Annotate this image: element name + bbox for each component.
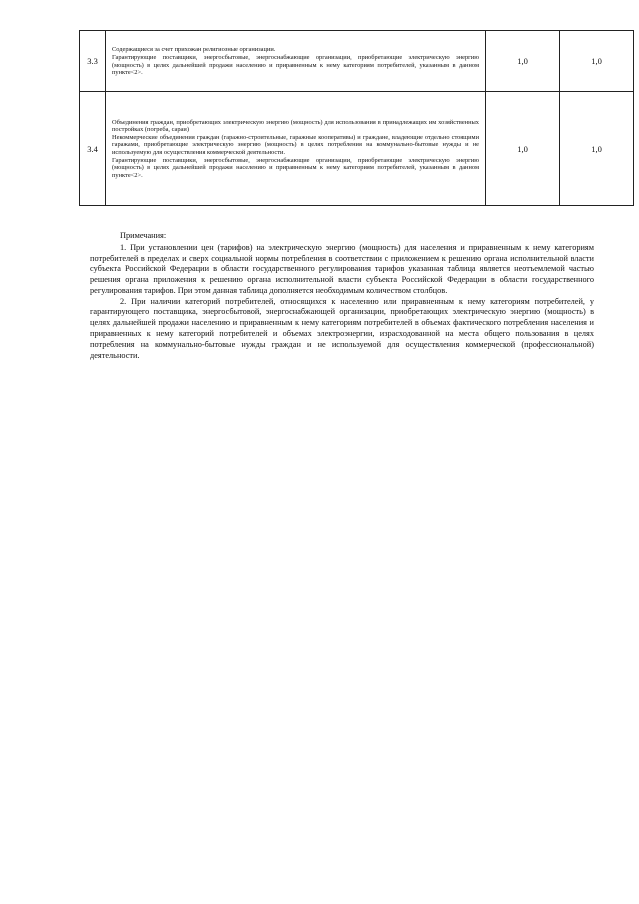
row-paragraph: Гарантирующие поставщики, энергосбытовые, энергоснабжающие организации, приобретающие электрическую энергию (мощность) в целях дальнейшей продажи населению и приравненным к нему категориям потребителей, указанным в данном пункте<2>. [112, 156, 479, 179]
row-number: 3.3 [80, 31, 106, 92]
table-row [80, 31, 634, 92]
row-number: 3.4 [80, 92, 106, 206]
note-item: 2. При наличии категорий потребителей, относящихся к населению или приравненным к нему категориям потребителей, у гарантирующего поставщика, энергосбытовой, энергоснабжающей организации, приобретающих электрическую энергию (мощность) в целях дальнейшей продажи населению и приравненным к нему категориям потребителей в объемах фактического потребления населения и приравненных к нему категорий потребителей и объемах электроэнергии, израсходованной на места общего пользования в целях потребления на коммунально-бытовые нужды граждан и не используемой для осуществления коммерческой (профессиональной) деятельности. [90, 296, 594, 360]
notes-title: Примечания: [120, 231, 167, 240]
row-value-1: 1,0 [486, 92, 560, 206]
note-item: 1. При установлении цен (тарифов) на электрическую энергию (мощность) для населения и приравненным к нему категориям потребителей в пределах и сверх социальной нормы потребления в соответствии с приложением к решению органа исполнительной власти субъекта Российской Федерации в области государственного регулирования тарифов указанная таблица является неотъемлемой частью решения органа приложения к решению органа исполнительной власти субъекта Российской Федерации в области государственного регулирования тарифов. При этом данная таблица дополняется необходимым количеством столбцов. [90, 242, 594, 295]
tariff-table [79, 30, 634, 206]
row-value-1: 1,0 [486, 31, 560, 92]
row-paragraph: Некоммерческие объединения граждан (гаражно-строительные, гаражные кооперативы) и граждане, владеющие отдельно стоящими гаражами, приобретающие электрическую энергию (мощность) в целях потребления на коммунально-бытовые нужды и не используемую для осуществления коммерческой деятельности. [112, 133, 479, 156]
row-paragraph: Объединения граждан, приобретающих электрическую энергию (мощность) для использования в принадлежащих им хозяйственных постройках (погреба, сараи) [112, 118, 479, 134]
row-description [106, 31, 486, 92]
row-paragraph: Гарантирующие поставщики, энергосбытовые, энергоснабжающие организации, приобретающие электрическую энергию (мощность) в целях дальнейшей продажи населению и приравненным к нему категориям потребителей, указанным в данном пункте<2>. [112, 53, 479, 77]
notes-section [90, 231, 594, 361]
row-paragraph: Содержащиеся за счет прихожан религиозные организации. [112, 46, 276, 54]
row-description [106, 92, 486, 206]
row-value-2: 1,0 [560, 31, 634, 92]
table-row [80, 92, 634, 206]
row-value-2: 1,0 [560, 92, 634, 206]
